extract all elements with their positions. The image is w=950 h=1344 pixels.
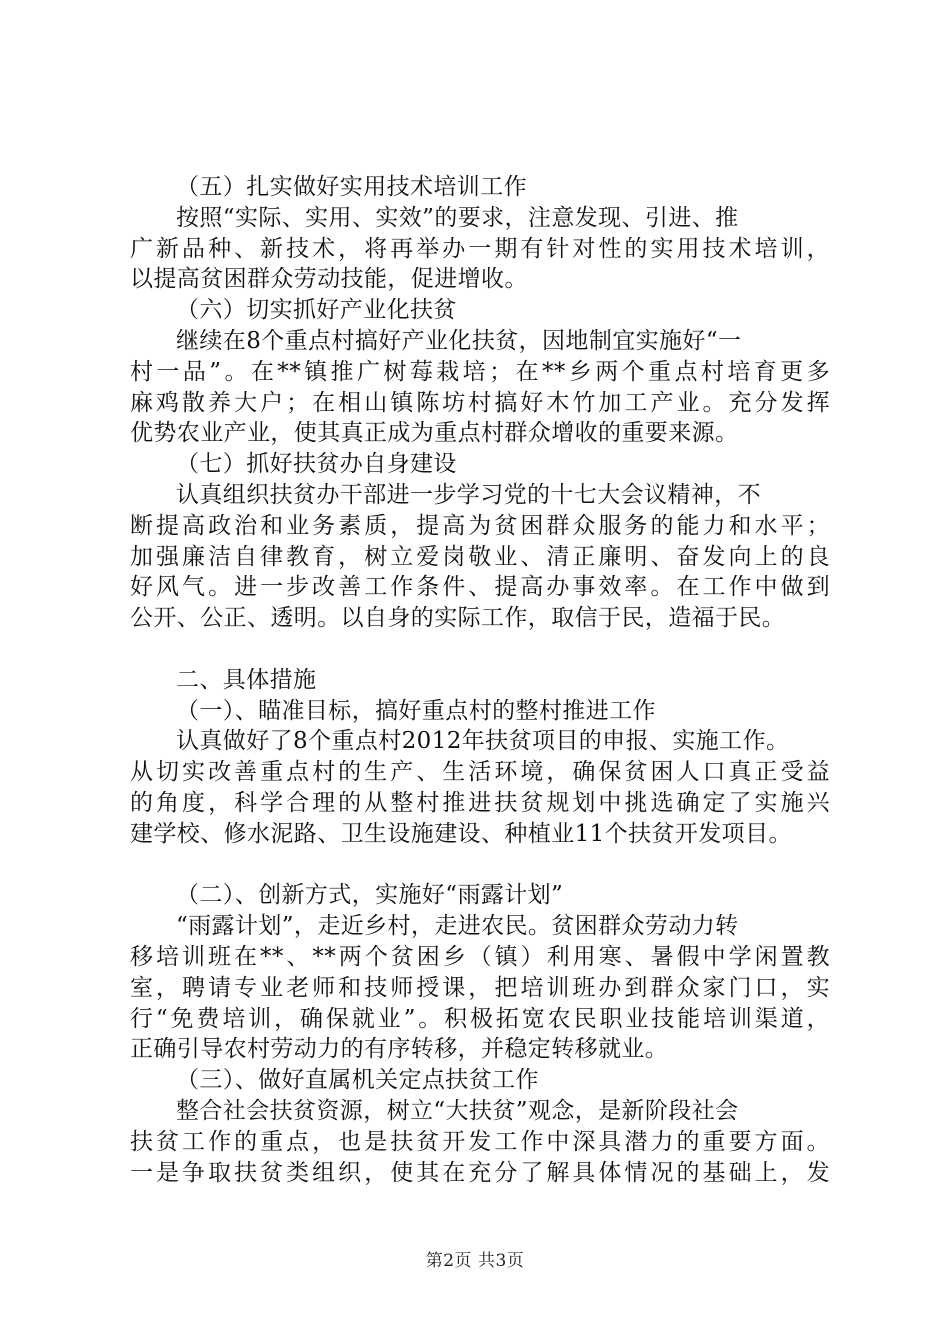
- paragraph-line: 以提高贫困群众劳动技能，促进增收。: [130, 266, 528, 293]
- paragraph-line: 认真做好了8个重点村2012年扶贫项目的申报、实施工作。: [176, 728, 790, 755]
- blank-line: [130, 850, 830, 881]
- paragraph-line: 好风气。进一步改善工作条件、提高办事效率。在工作中做到: [130, 574, 830, 601]
- paragraph-line: 建学校、修水泥路、卫生设施建设、种植业11个扶贫开发项目。: [130, 820, 792, 847]
- paragraph-line: 加强廉洁自律教育，树立爱岗敬业、清正廉明、奋发向上的良: [130, 543, 830, 570]
- sub-heading: （六）切实抓好产业化扶贫: [176, 297, 457, 324]
- paragraph-line: 正确引导农村劳动力的有序转移，并稳定转移就业。: [130, 1036, 669, 1063]
- paragraph-line: 认真组织扶贫办干部进一步学习党的十七大会议精神，不: [176, 481, 761, 508]
- sub-heading: （七）抓好扶贫办自身建设: [176, 451, 457, 478]
- paragraph-line: 村一品”。在**镇推广树莓栽培；在**乡两个重点村培育更多: [130, 358, 830, 385]
- document-body: [130, 172, 830, 1188]
- paragraph-line: 优势农业产业，使其真正成为重点村群众增收的重要来源。: [130, 420, 739, 447]
- paragraph-line: 麻鸡散养大户；在相山镇陈坊村搞好木竹加工产业。充分发挥: [130, 389, 830, 416]
- paragraph-line: 室，聘请专业老师和技师授课，把培训班办到群众家门口，实: [130, 974, 830, 1001]
- blank-line: [130, 634, 830, 665]
- sub-heading: （三）、做好直属机关定点扶贫工作: [176, 1067, 539, 1094]
- paragraph-line: 从切实改善重点村的生产、生活环境，确保贫困人口真正受益: [130, 759, 830, 786]
- paragraph-line: 移培训班在**、**两个贫困乡（镇）利用寒、暑假中学闲置教: [130, 943, 830, 970]
- paragraph-line: 扶贫工作的重点，也是扶贫开发工作中深具潜力的重要方面。: [130, 1128, 830, 1155]
- paragraph-line: 的角度，科学合理的从整村推进扶贫规划中挑选确定了实施兴: [130, 789, 830, 816]
- paragraph-line: 广新品种、新技术，将再举办一期有针对性的实用技术培训，: [130, 235, 830, 262]
- paragraph-line: 行“免费培训，确保就业”。积极拓宽农民职业技能培训渠道，: [130, 1005, 830, 1032]
- sub-heading: （一）、瞄准目标，搞好重点村的整村推进工作: [176, 697, 656, 724]
- paragraph-line: 按照“实际、实用、实效”的要求，注意发现、引进、推: [176, 204, 739, 231]
- paragraph-line: 公开、公正、透明。以自身的实际工作，取信于民，造福于民。: [130, 605, 786, 632]
- paragraph-line: 整合社会扶贫资源，树立“大扶贫”观念，是新阶段社会: [176, 1097, 739, 1124]
- sub-heading: （二）、创新方式，实施好“雨露计划”: [176, 882, 564, 909]
- paragraph-line: 一是争取扶贫类组织，使其在充分了解具体情况的基础上，发: [130, 1159, 830, 1186]
- sub-heading: （五）扎实做好实用技术培训工作: [176, 174, 527, 200]
- paragraph-line: “雨露计划”，走近乡村，走进农民。贫困群众劳动力转: [176, 913, 739, 940]
- section-heading: 二、具体措施: [176, 666, 317, 693]
- paragraph-line: 断提高政治和业务素质，提高为贫困群众服务的能力和水平；: [130, 512, 830, 539]
- page-footer: 第2页 共3页: [425, 1251, 525, 1271]
- paragraph-line: 继续在8个重点村搞好产业化扶贫，因地制宜实施好“一: [176, 327, 742, 354]
